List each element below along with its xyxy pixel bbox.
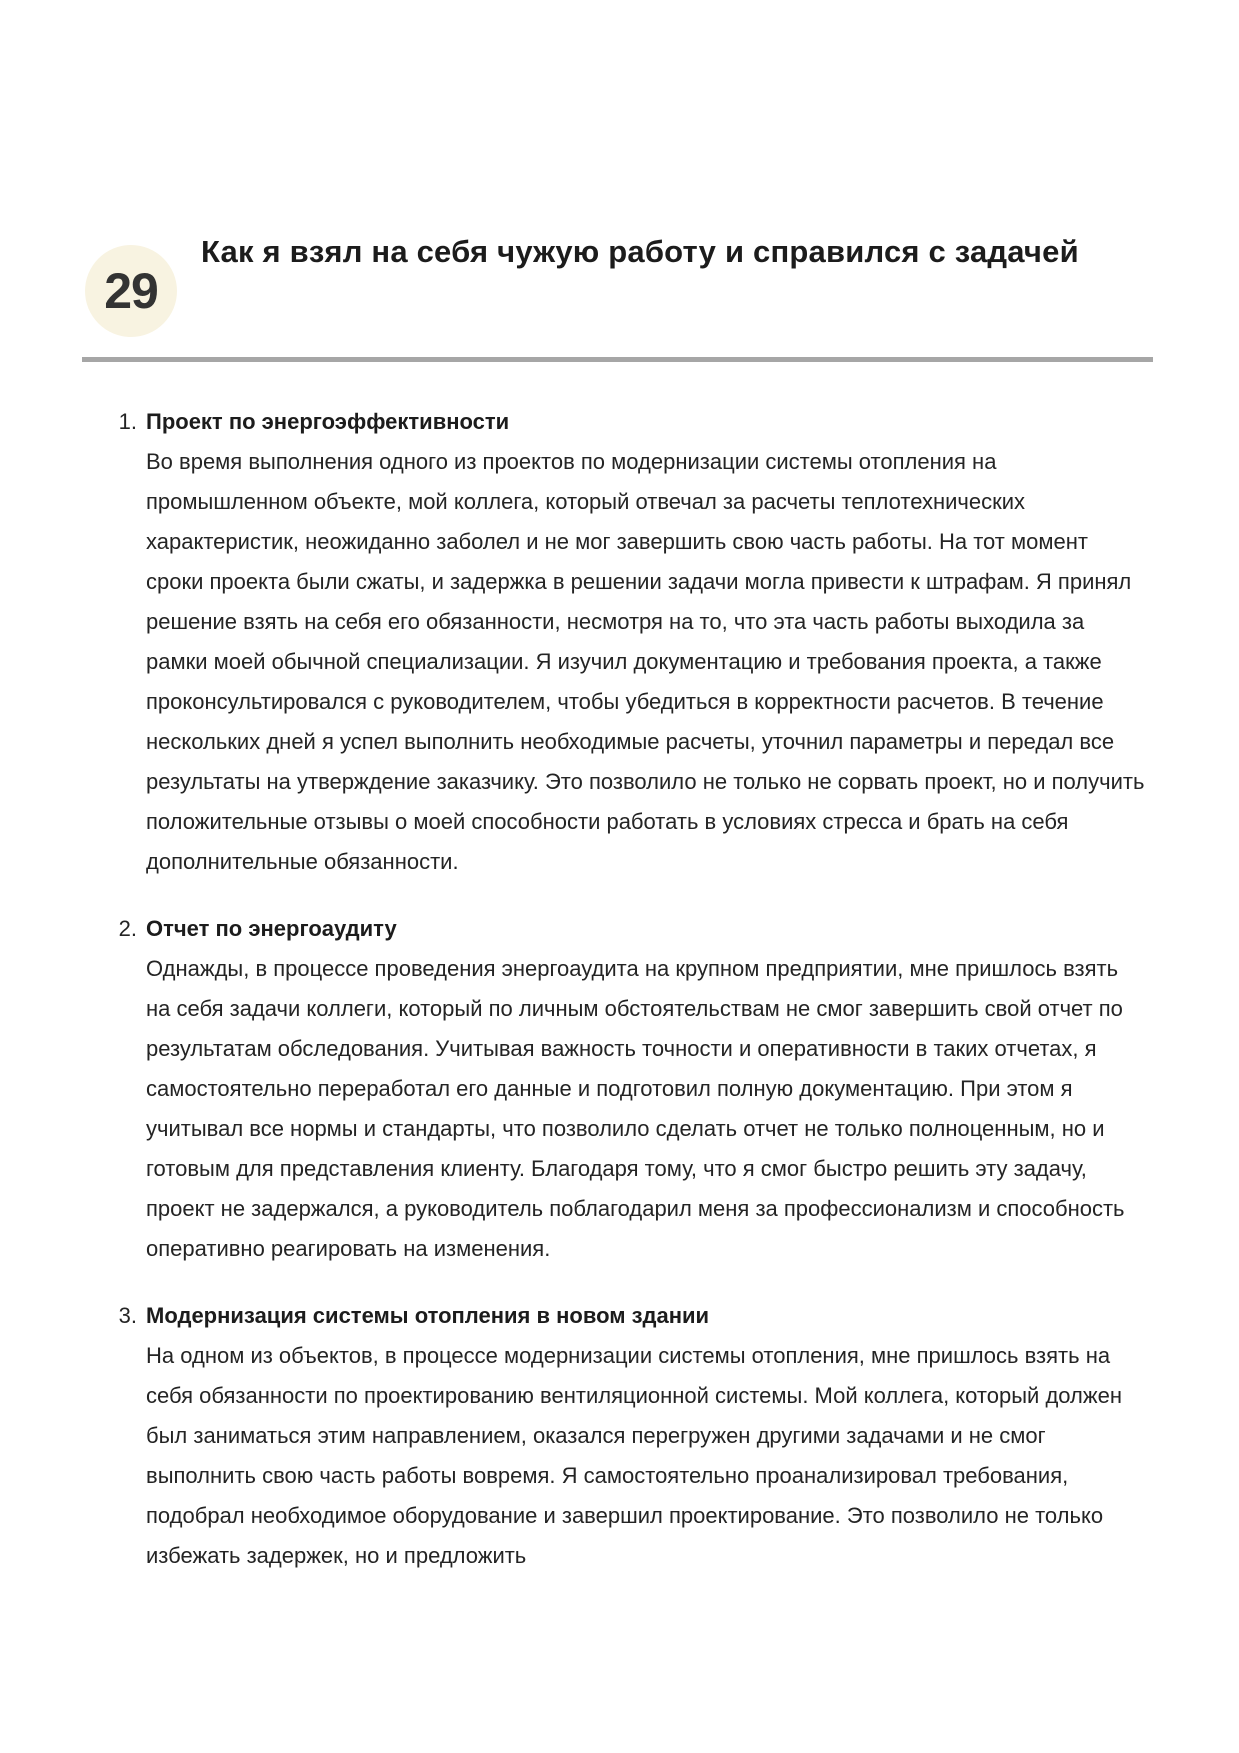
- chapter-title: Как я взял на себя чужую работу и справился с задачей: [201, 234, 1079, 269]
- list-item-title: Проект по энергоэффективности: [146, 409, 510, 434]
- list-item-content: [146, 909, 1146, 1269]
- list-item-body: Однажды, в процессе проведения энергоаудита на крупном предприятии, мне пришлось взять на себя задачи коллеги, который по личным обстоятельствам не смог завершить свой отчет по результатам обследования. Учитывая важность точности и оперативности в таких отчетах, я самостоятельно переработал его данные и подготовил полную документацию. При этом я учитывал все нормы и стандарты, что позволило сделать отчет не только полноценным, но и готовым для представления клиенту. Благодаря тому, что я смог быстро решить эту задачу, проект не задержался, а руководитель поблагодарил меня за профессионализм и способность оперативно реагировать на изменения.: [146, 956, 1125, 1261]
- list-item-title: Модернизация системы отопления в новом здании: [146, 1303, 710, 1328]
- list-item: [82, 402, 1153, 882]
- list-item-content: [146, 1296, 1146, 1576]
- chapter-number-badge: 29: [85, 245, 177, 337]
- list-item-content: [146, 402, 1146, 882]
- header-divider: [82, 357, 1153, 362]
- chapter-title-wrap: [201, 218, 1079, 283]
- list-item: [82, 1296, 1153, 1576]
- list-item-body: Во время выполнения одного из проектов по модернизации системы отопления на промышленном объекте, мой коллега, который отвечал за расчеты теплотехнических характеристик, неожиданно заболел и не мог завершить свою часть работы. На тот момент сроки проекта были сжаты, и задержка в решении задачи могла привести к штрафам. Я принял решение взять на себя его обязанности, несмотря на то, что эта часть работы выходила за рамки моей обычной специализации. Я изучил документацию и требования проекта, а также проконсультировался с руководителем, чтобы убедиться в корректности расчетов. В течение нескольких дней я успел выполнить необходимые расчеты, уточнил параметры и передал все результаты на утверждение заказчику. Это позволило не только не сорвать проект, но и получить положительные отзывы о моей способности работать в условиях стресса и брать на себя дополнительные обязанности.: [146, 449, 1145, 874]
- list-item-marker: 3.: [118, 1303, 137, 1328]
- chapter-header: [82, 218, 1153, 337]
- list-item-marker: 1.: [118, 409, 137, 434]
- list-item-title: Отчет по энергоаудиту: [146, 916, 397, 941]
- list-item: [82, 909, 1153, 1269]
- list-item-marker: 2.: [118, 916, 137, 941]
- answer-list: [82, 402, 1153, 1576]
- list-item-body: На одном из объектов, в процессе модернизации системы отопления, мне пришлось взять на себя обязанности по проектированию вентиляционной системы. Мой коллега, который должен был заниматься этим направлением, оказался перегружен другими задачами и не смог выполнить свою часть работы вовремя. Я самостоятельно проанализировал требования, подобрал необходимое оборудование и завершил проектирование. Это позволило не только избежать задержек, но и предложить: [146, 1343, 1122, 1568]
